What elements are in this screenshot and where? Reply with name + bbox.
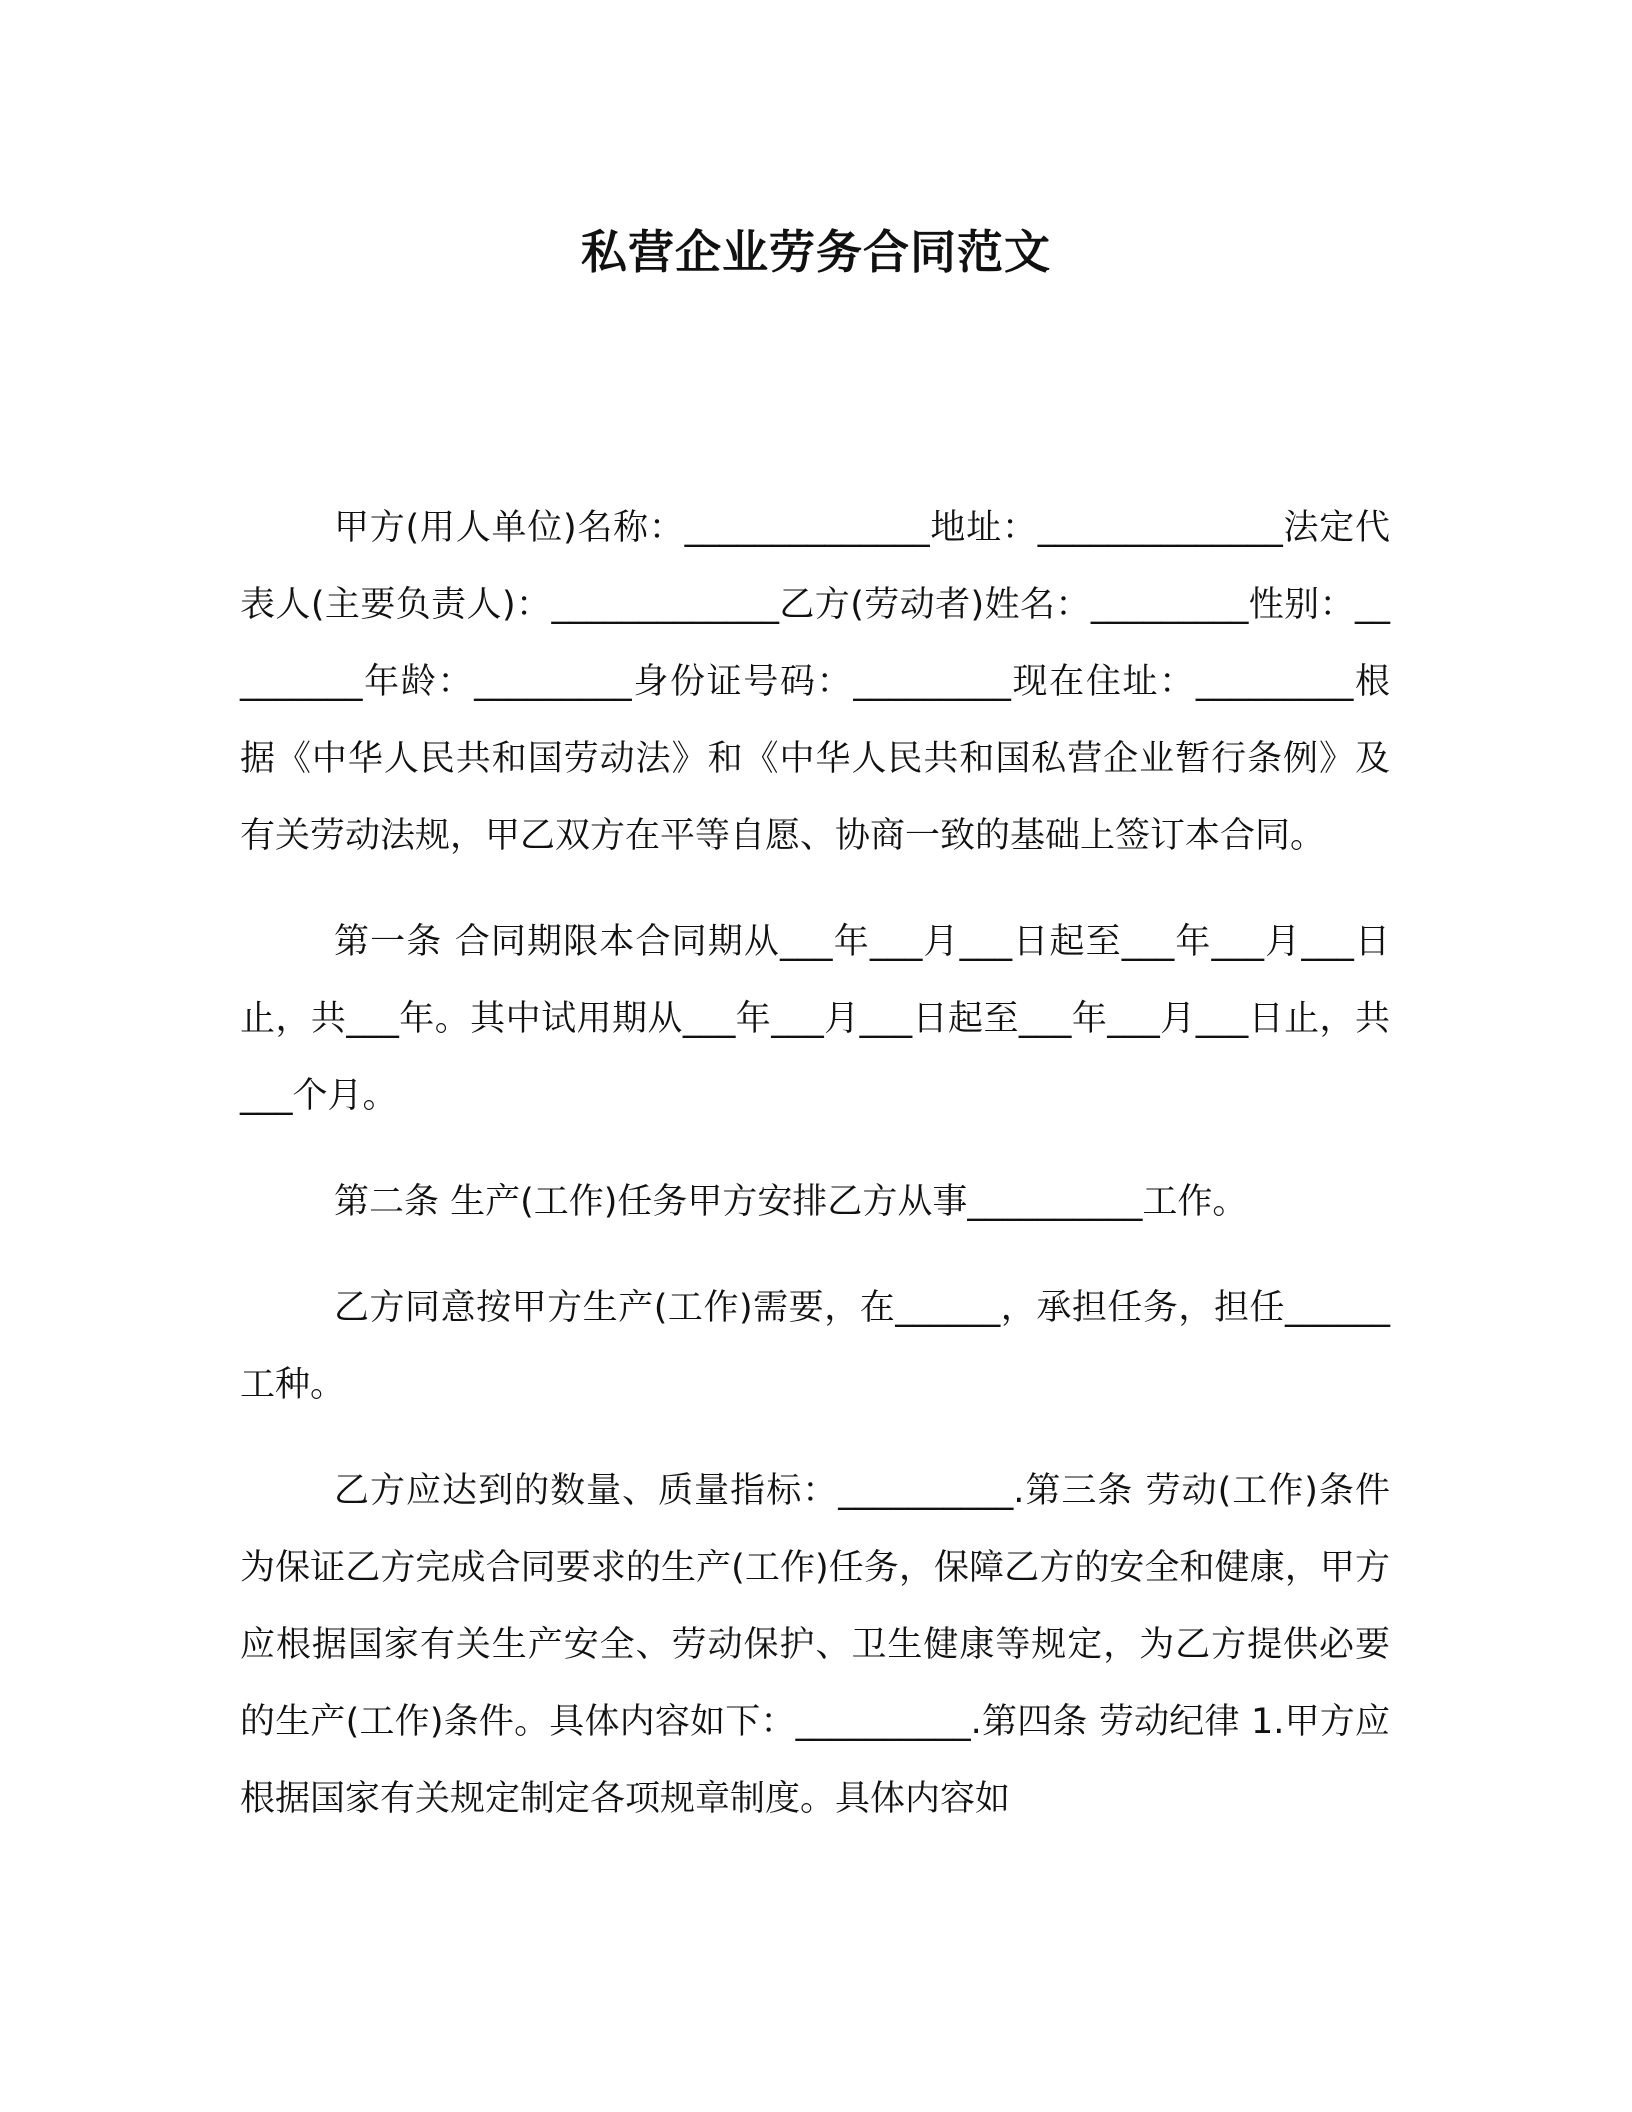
document-title: 私营企业劳务合同范文 [581, 225, 1051, 279]
paragraph-article-3-4: 乙方应达到的数量、质量指标：__________.第三条 劳动(工作)条件为保证乙方完成合同要求的生产(工作)任务，保障乙方的安全和健康，甲方应根据国家有关生产安全、劳动保护、卫生健康等规定，为乙方提供必要的生产(工作)条件。具体内容如下：__________.第四条 劳动纪律 1.甲方应根据国家有关规定制定各项规章制度。具体内容如 [240, 1471, 1390, 1819]
document-body [240, 490, 1390, 1838]
paragraph-article-2-task: 第二条 生产(工作)任务甲方安排乙方从事__________工作。 [334, 1182, 1248, 1222]
paragraph-assignment: 乙方同意按甲方生产(工作)需要，在______，承担任务，担任______工种。 [240, 1288, 1390, 1405]
paragraph-article-1-term: 第一条 合同期限本合同期从___年___月___日起至___年___月___日止，共___年。其中试用期从___年___月___日起至___年___月___日止，共___个月。 [240, 922, 1390, 1116]
paragraph-parties: 甲方(用人单位)名称：______________地址：______________法定代表人(主要负责人)：_____________乙方(劳动者)姓名：_________性别：_________年龄：_________身份证号码：_________现在住址：_________根据《中华人民共和国劳动法》和《中华人民共和国私营企业暂行条例》及有关劳动法规，甲乙双方在平等自愿、协商一致的基础上签订本合同。 [240, 508, 1390, 856]
